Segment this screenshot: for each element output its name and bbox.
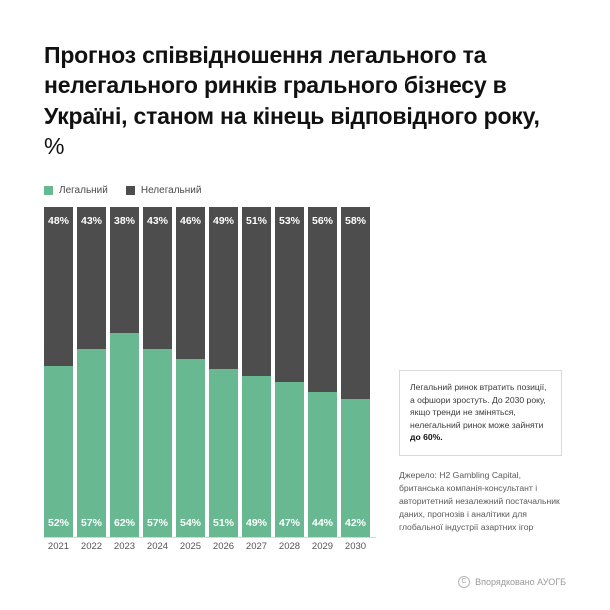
bar-segment-illegal bbox=[110, 207, 139, 332]
bar-label-legal: 51% bbox=[212, 517, 234, 530]
legend-item-illegal bbox=[126, 185, 202, 196]
bar-label-legal: 57% bbox=[146, 517, 168, 530]
bar-segment-legal bbox=[209, 369, 238, 537]
title-main: Прогноз співвідношення легального та нелегального ринків грального бізнесу в Україні, станом на кінець відповідного року, bbox=[44, 42, 540, 129]
copyright-icon: C bbox=[458, 576, 470, 588]
callout-note bbox=[399, 370, 562, 455]
callout-note-highlight: до 60%. bbox=[410, 432, 443, 443]
bar-label-legal: 52% bbox=[47, 517, 69, 530]
bar-column bbox=[275, 207, 304, 537]
x-tick-label: 2026 bbox=[212, 541, 235, 553]
bar-label-illegal: 48% bbox=[47, 215, 69, 228]
bar-segment-legal bbox=[176, 359, 205, 537]
bar-segment-illegal bbox=[242, 207, 271, 375]
x-tick-label: 2027 bbox=[245, 541, 268, 553]
footer-credit-text: Впорядковано АУОГБ bbox=[475, 577, 566, 587]
bar-column bbox=[143, 207, 172, 537]
bar-column bbox=[209, 207, 238, 537]
x-axis-line bbox=[44, 537, 376, 538]
bar-label-illegal: 43% bbox=[80, 215, 102, 228]
bar-segment-illegal bbox=[341, 207, 370, 398]
x-tick-label: 2023 bbox=[113, 541, 136, 553]
bar-label-legal: 44% bbox=[311, 517, 333, 530]
bar-label-legal: 47% bbox=[278, 517, 300, 530]
bar-label-illegal: 53% bbox=[278, 215, 300, 228]
source-note: Джерело: H2 Gambling Capital, британська компанія-консультант і авторитетний незалежний постачальник даних, прогнозів і аналітики для глобальної індустрії азартних ігор bbox=[399, 470, 560, 532]
bar-segment-legal bbox=[44, 366, 73, 538]
bar-label-illegal: 56% bbox=[311, 215, 333, 228]
chart-legend bbox=[44, 183, 566, 197]
x-tick-label: 2030 bbox=[344, 541, 367, 553]
bar-segment-legal bbox=[308, 392, 337, 537]
bar-segment-illegal bbox=[209, 207, 238, 369]
bar-segment-legal bbox=[110, 333, 139, 538]
legend-item-legal bbox=[44, 185, 108, 196]
bar-segment-illegal bbox=[176, 207, 205, 359]
legend-swatch-illegal bbox=[126, 186, 135, 195]
bar-label-illegal: 49% bbox=[212, 215, 234, 228]
bar-label-legal: 49% bbox=[245, 517, 267, 530]
callout-note-text: Легальний ринок втратить позиції, а офшори зростуть. До 2030 року, якщо тренди не зміняться, нелегальний ринок може зайняти bbox=[410, 382, 547, 430]
bar-label-illegal: 51% bbox=[245, 215, 267, 228]
legend-label-illegal: Нелегальний bbox=[140, 184, 202, 196]
bar-column bbox=[176, 207, 205, 537]
bar-label-legal: 57% bbox=[80, 517, 102, 530]
bar-segment-illegal bbox=[44, 207, 73, 365]
bar-column bbox=[341, 207, 370, 537]
bar-label-legal: 54% bbox=[179, 517, 201, 530]
title-unit: % bbox=[44, 133, 65, 160]
chart-area bbox=[44, 207, 566, 553]
x-tick-label: 2024 bbox=[146, 541, 169, 553]
bar-label-legal: 42% bbox=[344, 517, 366, 530]
bar-segment-legal bbox=[341, 399, 370, 538]
bar-column bbox=[110, 207, 139, 537]
legend-label-legal: Легальний bbox=[59, 184, 108, 196]
bar-label-illegal: 46% bbox=[179, 215, 201, 228]
x-tick-label: 2022 bbox=[80, 541, 103, 553]
bar-segment-legal bbox=[242, 376, 271, 538]
bar-segment-illegal bbox=[77, 207, 106, 349]
bar-column bbox=[242, 207, 271, 537]
bar-segment-illegal bbox=[143, 207, 172, 349]
bar-label-illegal: 58% bbox=[344, 215, 366, 228]
footer-credit bbox=[458, 576, 566, 588]
stacked-bar-plot bbox=[44, 207, 376, 537]
bar-segment-illegal bbox=[308, 207, 337, 392]
page-title bbox=[44, 40, 564, 161]
x-tick-label: 2021 bbox=[47, 541, 70, 553]
bar-label-illegal: 43% bbox=[146, 215, 168, 228]
bar-label-illegal: 38% bbox=[113, 215, 135, 228]
bar-column bbox=[44, 207, 73, 537]
x-tick-label: 2025 bbox=[179, 541, 202, 553]
bar-label-legal: 62% bbox=[113, 517, 135, 530]
x-tick-label: 2029 bbox=[311, 541, 334, 553]
bar-column bbox=[308, 207, 337, 537]
bar-segment-illegal bbox=[275, 207, 304, 382]
bar-column bbox=[77, 207, 106, 537]
bar-segment-legal bbox=[77, 349, 106, 537]
bar-segment-legal bbox=[275, 382, 304, 537]
legend-swatch-legal bbox=[44, 186, 53, 195]
x-tick-label: 2028 bbox=[278, 541, 301, 553]
x-axis-ticks bbox=[44, 541, 376, 552]
bar-segment-legal bbox=[143, 349, 172, 537]
